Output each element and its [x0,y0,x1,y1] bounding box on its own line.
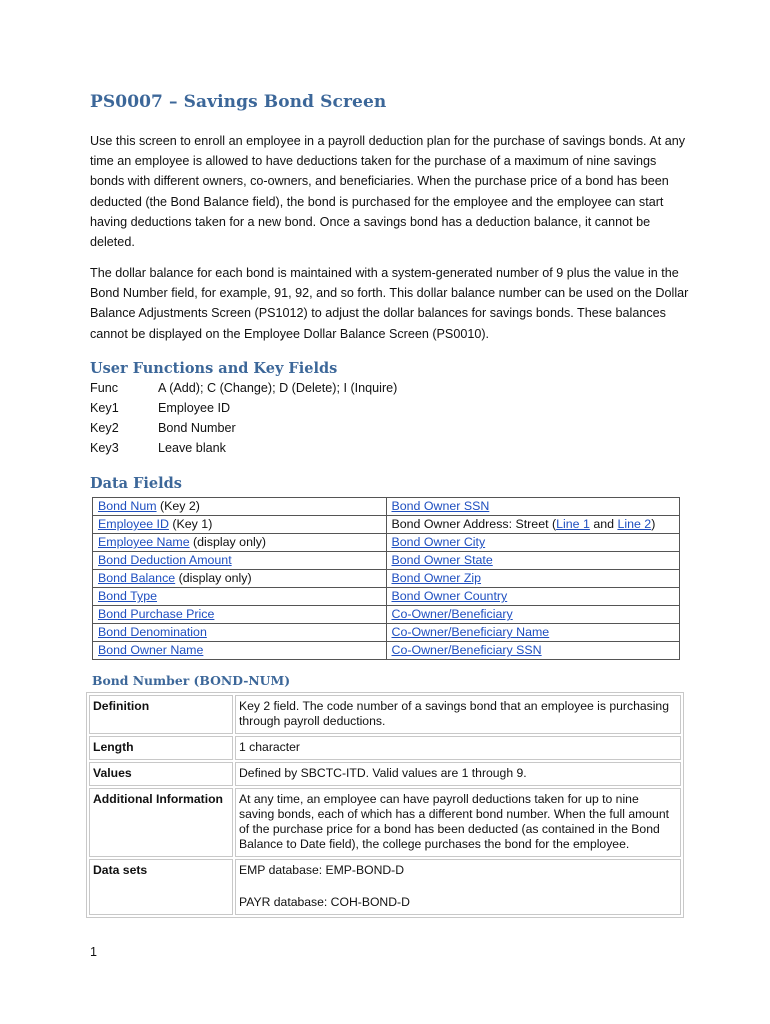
field-note: (Key 2) [156,499,200,513]
key-value: Bond Number [158,421,236,435]
key-value: Leave blank [158,441,226,455]
table-row [89,695,681,734]
co-owner-beneficiary-link[interactable]: Co-Owner/Beneficiary [391,607,513,621]
address-prefix: Bond Owner Address: Street ( [391,517,557,531]
key-label: Key1 [90,401,119,415]
dataset-payr: PAYR database: COH-BOND-D [239,895,410,909]
key-label: Func [90,381,118,395]
table-row [93,534,680,552]
employee-name-link[interactable]: Employee Name [98,535,190,549]
definition-label: Definition [89,695,233,734]
bond-owner-state-link[interactable]: Bond Owner State [391,553,493,567]
key-value: Employee ID [158,401,231,415]
bond-type-link[interactable]: Bond Type [98,589,158,603]
table-row [93,498,680,516]
table-cell [386,552,680,570]
table-row [89,736,681,760]
bond-purchase-price-link[interactable]: Bond Purchase Price [98,607,215,621]
address-mid: and [589,517,618,531]
bond-owner-country-link[interactable]: Bond Owner Country [391,589,508,603]
bond-owner-name-link[interactable]: Bond Owner Name [98,643,204,657]
key-value: A (Add); C (Change); D (Delete); I (Inquire) [158,381,398,395]
field-note: (display only) [189,535,267,549]
table-cell [386,642,680,660]
intro-paragraph-1: Use this screen to enroll an employee in a payroll deduction plan for the purchase of savings bonds. At any time an employee is allowed to have deductions taken for the purchase of a maximum of nine savings bonds with different owners, co-owners, and beneficiaries. When the purchase price of a bond has been deducted (the Bond Balance field), the bond is purchased for the employee and the employee can start having deductions taken for a new bond. Once a savings bond has a deduction balance, it cannot be deleted. [90,134,686,250]
table-row [93,588,680,606]
address-line-2-link[interactable]: Line 2 [617,517,652,531]
table-cell [93,570,387,588]
field-note: (display only) [175,571,252,585]
table-row [89,859,681,915]
length-value: 1 character [235,736,681,760]
table-cell [93,498,387,516]
table-cell [93,534,387,552]
values-label: Values [89,762,233,786]
table-row [93,642,680,660]
additional-info-value: At any time, an employee can have payroll deductions taken for up to nine saving bonds, each of which has a different bond number. When the full amount of the purchase price for a bond has been deducted (as contained in the Bond Balance to Date field), the college purchases the bond for the employee. [235,788,681,857]
data-sets-value [235,859,681,915]
key-row [90,421,397,441]
table-row [93,516,680,534]
address-suffix: ) [651,517,656,531]
key-label: Key2 [90,421,119,435]
bond-num-link[interactable]: Bond Num [98,499,157,513]
table-cell [93,516,387,534]
table-row [89,762,681,786]
user-functions-heading: User Functions and Key Fields [90,360,338,377]
table-cell [386,588,680,606]
table-cell [386,534,680,552]
employee-id-link[interactable]: Employee ID [98,517,169,531]
length-label: Length [89,736,233,760]
data-fields-table [92,497,680,660]
values-value: Defined by SBCTC-ITD. Valid values are 1 through 9. [235,762,681,786]
table-cell [93,552,387,570]
field-note: (Key 1) [168,517,213,531]
table-cell [93,624,387,642]
address-line-1-link[interactable]: Line 1 [556,517,590,531]
intro-paragraph-2: The dollar balance for each bond is maintained with a system-generated number of 9 plus the value in the Bond Number field, for example, 91, 92, and so forth. This dollar balance number can be used on the Dollar Balance Adjustments Screen (PS1012) to adjust the dollar balances for savings bonds. These balances cannot be displayed on the Employee Dollar Balance Screen (PS0010). [90,266,689,341]
table-row [93,624,680,642]
page-title: PS0007 – Savings Bond Screen [90,92,387,112]
table-row [93,552,680,570]
bond-owner-zip-link[interactable]: Bond Owner Zip [391,571,482,585]
data-sets-label: Data sets [89,859,233,915]
table-cell [386,498,680,516]
table-cell [386,606,680,624]
data-fields-heading: Data Fields [90,475,182,492]
key-row [90,381,397,401]
table-row [93,606,680,624]
dataset-emp: EMP database: EMP-BOND-D [239,863,405,877]
bond-deduction-amount-link[interactable]: Bond Deduction Amount [98,553,232,567]
bond-number-info-table [86,692,684,918]
table-cell [93,588,387,606]
key-fields-table [90,381,397,461]
bond-number-heading: Bond Number (BOND-NUM) [92,673,291,688]
table-cell [386,570,680,588]
co-owner-beneficiary-name-link[interactable]: Co-Owner/Beneficiary Name [391,625,550,639]
table-cell [93,606,387,624]
table-row [89,788,681,857]
bond-balance-link[interactable]: Bond Balance [98,571,176,585]
additional-info-label: Additional Information [89,788,233,857]
table-cell [386,516,680,534]
table-cell [93,642,387,660]
bond-owner-ssn-link[interactable]: Bond Owner SSN [391,499,490,513]
definition-value: Key 2 field. The code number of a savings bond that an employee is purchasing through payroll deductions. [235,695,681,734]
bond-denomination-link[interactable]: Bond Denomination [98,625,207,639]
key-label: Key3 [90,441,119,455]
table-row [93,570,680,588]
co-owner-beneficiary-ssn-link[interactable]: Co-Owner/Beneficiary SSN [391,643,542,657]
table-cell [386,624,680,642]
bond-owner-city-link[interactable]: Bond Owner City [391,535,486,549]
page-number: 1 [90,945,98,959]
key-row [90,401,397,421]
key-row [90,441,397,461]
